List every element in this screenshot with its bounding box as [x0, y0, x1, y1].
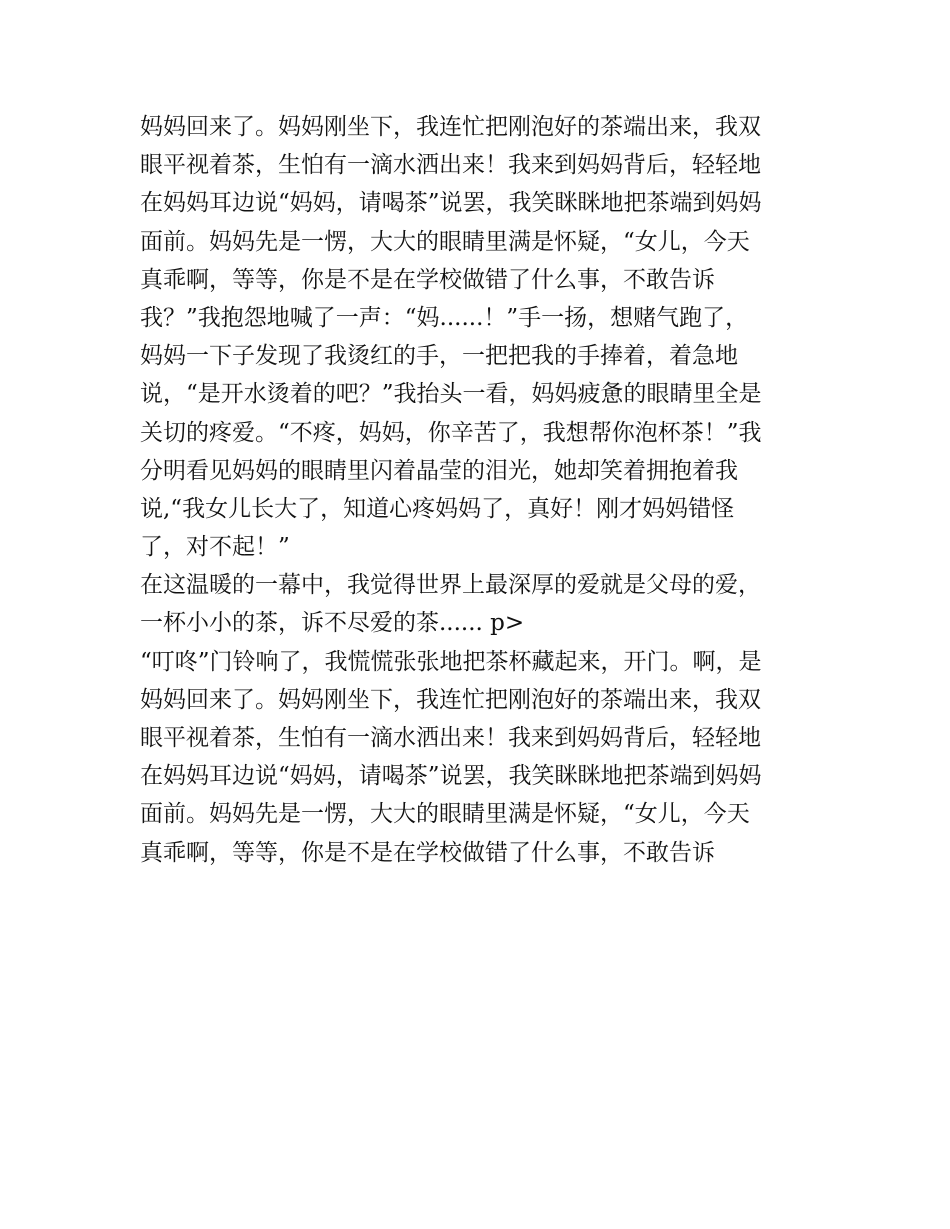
text-line: 在这温暖的一幕中，我觉得世界上最深厚的爱就是父母的爱， — [140, 572, 761, 599]
text-line: “叮咚”门铃响了，我慌慌张张地把茶杯藏起来，开门。啊，是 — [140, 648, 762, 675]
text-line: 在妈妈耳边说“妈妈，请喝茶”说罢，我笑眯眯地把茶端到妈妈 — [140, 763, 762, 790]
text-line: 妈妈一下子发现了我烫红的手，一把把我的手捧着，着急地 — [140, 343, 738, 370]
text-line: 说,“我女儿长大了，知道心疼妈妈了，真好！刚才妈妈错怪 — [140, 495, 735, 522]
text-line: 一杯小小的茶，诉不尽爱的茶...... p> — [140, 610, 525, 637]
text-line: 在妈妈耳边说“妈妈，请喝茶”说罢，我笑眯眯地把茶端到妈妈 — [140, 190, 762, 217]
text-line: 妈妈回来了。妈妈刚坐下，我连忙把刚泡好的茶端出来，我双 — [140, 114, 761, 140]
text-line: 妈妈回来了。妈妈刚坐下，我连忙把刚泡好的茶端出来，我双 — [140, 686, 761, 713]
text-line: 面前。妈妈先是一愣，大大的眼睛里满是怀疑，“女儿，今天 — [140, 228, 750, 255]
text-line: 分明看见妈妈的眼睛里闪着晶莹的泪光，她却笑着拥抱着我 — [140, 457, 738, 484]
text-line: 我？”我抱怨地喊了一声：“妈......！”手一扬，想赌气跑了， — [140, 304, 749, 331]
body-text — [140, 108, 820, 872]
text-line: 说，“是开水烫着的吧？”我抬头一看，妈妈疲惫的眼睛里全是 — [140, 381, 762, 408]
text-line: 面前。妈妈先是一愣，大大的眼睛里满是怀疑，“女儿，今天 — [140, 801, 750, 828]
text-line: 真乖啊，等等，你是不是在学校做错了什么事，不敢告诉 — [140, 839, 715, 866]
text-line: 眼平视着茶，生怕有一滴水洒出来！我来到妈妈背后，轻轻地 — [140, 152, 761, 179]
text-line: 关切的疼爱。“不疼，妈妈，你辛苦了，我想帮你泡杯茶！”我 — [140, 419, 762, 446]
text-line: 了，对不起！” — [140, 534, 290, 561]
text-line: 眼平视着茶，生怕有一滴水洒出来！我来到妈妈背后，轻轻地 — [140, 725, 761, 751]
text-line: 真乖啊，等等，你是不是在学校做错了什么事，不敢告诉 — [140, 266, 715, 293]
